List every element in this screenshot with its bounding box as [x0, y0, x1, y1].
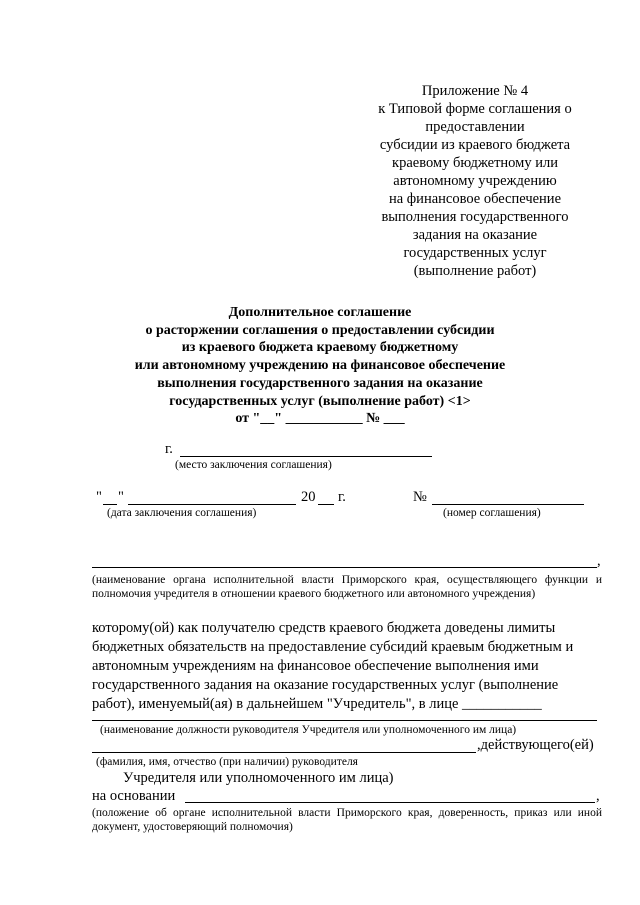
person-field[interactable]: ___________: [462, 696, 542, 712]
date-caption: (дата заключения соглашения): [107, 507, 257, 519]
founder-field[interactable]: [92, 567, 597, 568]
title-line: от "__" ___________ № ___: [235, 411, 405, 427]
title-line: выполнения государственного задания на оказание: [157, 375, 483, 391]
appendix-line: предоставлении: [425, 119, 525, 135]
appendix-header: [365, 82, 585, 280]
appendix-line: автономному учреждению: [393, 173, 557, 189]
head-position-caption: (наименование должности руководителя Учредителя или уполномоченного им лица): [100, 724, 517, 736]
place-prefix: г.: [165, 441, 173, 457]
founder-paragraph: [92, 619, 602, 714]
appendix-line: выполнения государственного: [381, 209, 569, 225]
basis-caption: (положение об органе исполнительной власти Приморского края, доверенность, приказ или иной документ, удостоверяющий полномочия): [92, 807, 602, 833]
basis-label: на основании: [92, 788, 176, 804]
title-line: государственных услуг (выполнение работ) <1>: [169, 393, 471, 409]
date-month-field[interactable]: [128, 504, 296, 505]
number-sign: №: [413, 489, 427, 505]
date-quote-close: ": [118, 489, 124, 505]
title-line: из краевого бюджета краевому бюджетному: [181, 340, 459, 356]
title-line: Дополнительное соглашение: [228, 305, 412, 320]
date-year-prefix: 20: [301, 489, 316, 505]
paragraph-line: которому(ой) как получателю средств краевого бюджета доведены лимиты: [92, 620, 556, 636]
basis-comma: ,: [596, 788, 600, 804]
document-title: [110, 304, 530, 428]
head-position-field[interactable]: [92, 720, 597, 721]
basis-field[interactable]: [185, 802, 595, 803]
founder-caption: (наименование органа исполнительной власти Приморского края, осуществляющего функции и полномочия учредителя в отношении краевого бюджетного или автономного учреждения): [92, 574, 602, 600]
date-year-field[interactable]: [318, 504, 334, 505]
title-line: о расторжении соглашения о предоставлении субсидии: [145, 322, 495, 338]
appendix-line: субсидии из краевого бюджета: [379, 137, 571, 153]
place-caption: (место заключения соглашения): [175, 459, 332, 471]
appendix-line: к Типовой форме соглашения о: [378, 101, 572, 117]
title-line: или автономному учреждению на финансовое обеспечение: [134, 358, 506, 374]
paragraph-line: бюджетных обязательств на предоставление субсидий краевым бюджетным и: [92, 639, 574, 655]
founder-comma: ,: [597, 553, 601, 569]
paragraph-line: государственного задания на оказание государственных услуг (выполнение: [92, 677, 559, 693]
head-fio-field[interactable]: [92, 752, 476, 753]
appendix-line: государственных услуг: [403, 245, 547, 261]
date-quote-open: ": [96, 489, 102, 505]
number-caption: (номер соглашения): [443, 507, 541, 519]
appendix-line: краевому бюджетному или: [392, 155, 558, 171]
appendix-line: на финансовое обеспечение: [388, 191, 562, 207]
date-day-field[interactable]: [103, 504, 117, 505]
fio-caption-2: Учредителя или уполномоченного им лица): [123, 770, 394, 786]
appendix-line: задания на оказание: [412, 227, 538, 243]
number-field[interactable]: [432, 504, 584, 505]
appendix-line: (выполнение работ): [413, 263, 537, 279]
paragraph-last-line: работ), именуемый(ая) в дальнейшем "Учредитель", в лице ___________: [92, 696, 542, 712]
fio-caption: (фамилия, имя, отчество (при наличии) руководителя: [96, 756, 358, 768]
paragraph-line: автономным учреждениям на финансовое обеспечение выполнения ими: [92, 658, 539, 674]
date-year-suffix: г.: [338, 489, 346, 505]
place-field[interactable]: [180, 456, 432, 457]
acting-text: ,действующего(ей): [477, 737, 594, 753]
appendix-line: Приложение № 4: [421, 83, 529, 99]
